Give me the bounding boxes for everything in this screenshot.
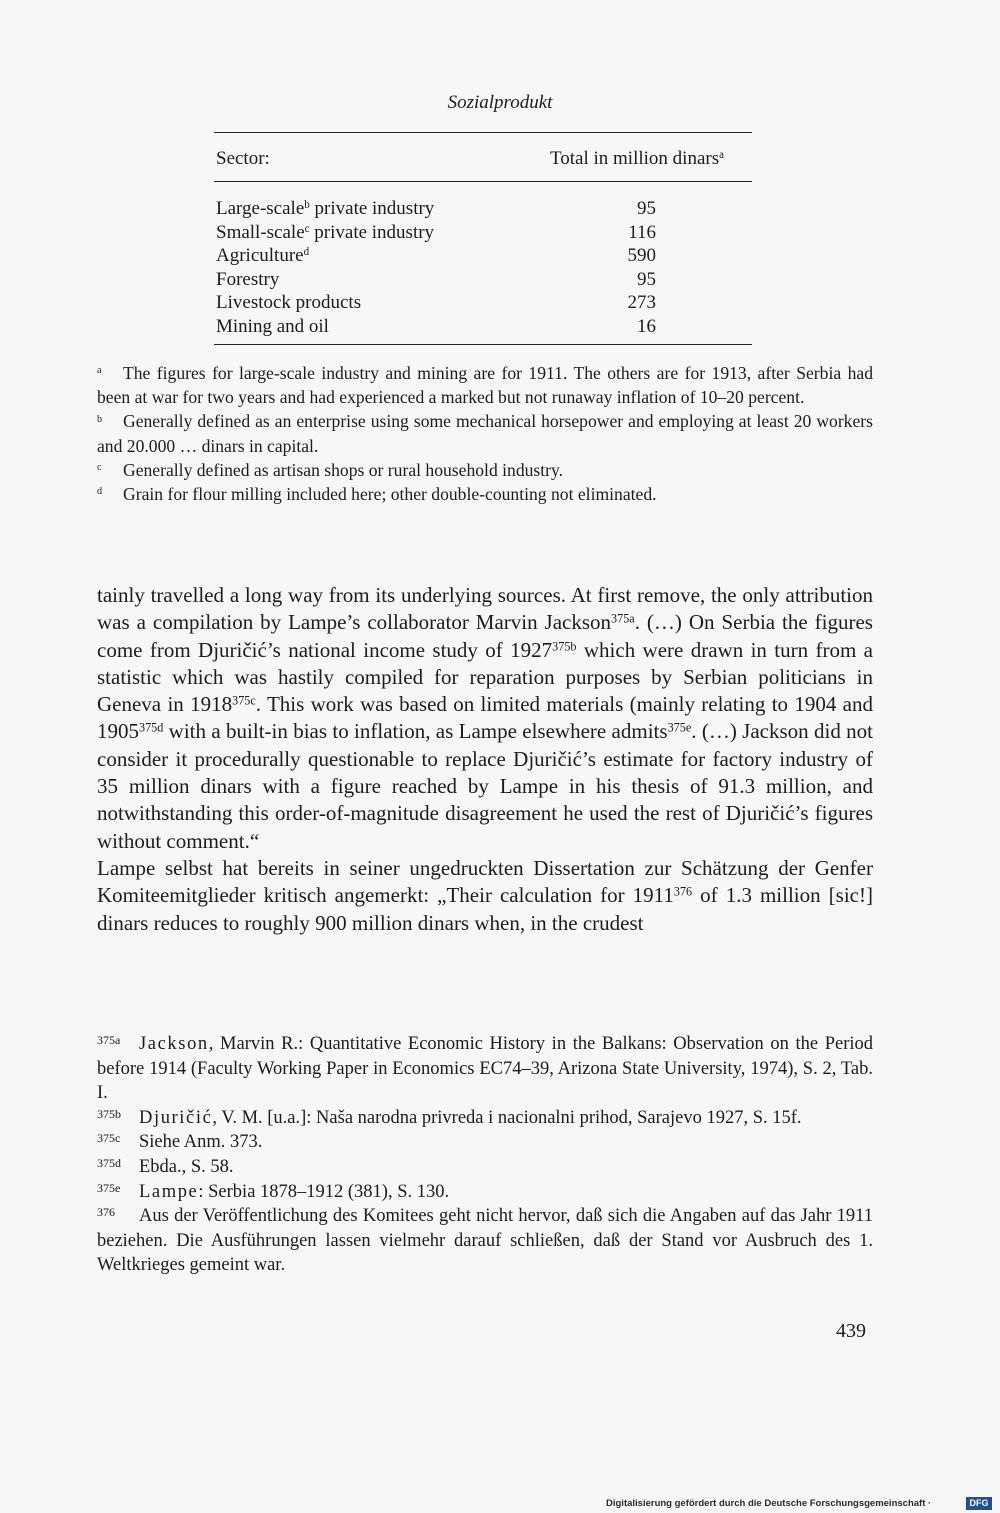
footnote: 375b Djuričić, V. M. [u.a.]: Naša narodna privreda i nacionalni prihod, Sarajevo 1927, S. 15f. <box>97 1106 802 1128</box>
footnote: 375e Lampe: Serbia 1878–1912 (381), S. 130. <box>97 1180 450 1202</box>
table-row <box>214 291 752 315</box>
table-row <box>214 268 752 292</box>
footnote: 375c Siehe Anm. 373. <box>97 1131 263 1153</box>
table-note: $^b$ Generally defined as an enterprise using some mechanical horsepower and employing at least 20 workers and 20.000 … dinars in capital. <box>97 411 873 456</box>
table-header <box>214 148 752 172</box>
running-head: Sozialprodukt <box>447 92 553 113</box>
table-cell-value: 590 <box>627 245 656 267</box>
footnote-ref: 375a <box>611 611 635 626</box>
footnote-ref: 375c <box>232 693 256 708</box>
table-cell-value: 116 <box>628 221 656 243</box>
table-cell-sector: Forestry <box>216 268 280 290</box>
table-row <box>214 221 752 245</box>
table-cell-sector: Mining and oil <box>216 315 329 337</box>
table-note: $^a$ The figures for large-scale industry and mining are for 1911. The others are for 1913, after Serbia had been at war for two years and had experienced a marked but not runaway inflation of 10–20 percent. <box>97 363 873 408</box>
table-header-total: Total in million dinars$^a$ <box>549 148 724 169</box>
table-top-rule <box>214 132 752 133</box>
table-cell-sector: Large-scale$^b$ private industry <box>216 198 435 219</box>
footnote: 375a Jackson, Marvin R.: Quantitative Economic History in the Balkans: Observation on the Period before 1914 (Faculty Working Paper in Economics EC74–39, Arizona State University, 1974), S. 2, Tab. I. <box>97 1033 873 1104</box>
footnotes <box>97 1032 873 1278</box>
table-cell-value: 273 <box>627 292 656 314</box>
sector-table <box>214 197 752 339</box>
table-cell-value: 16 <box>637 315 656 337</box>
footnote-ref: 375d <box>139 720 164 735</box>
table-note: $^c$ Generally defined as artisan shops or rural household industry. <box>97 459 564 480</box>
table-cell-sector: Agriculture$^d$ <box>216 245 310 267</box>
footnote: 375d Ebda., S. 58. <box>97 1155 234 1177</box>
table-header-rule <box>214 181 752 182</box>
table-bottom-rule <box>214 344 752 345</box>
table-cell-sector: Small-scale$^c$ private industry <box>216 221 435 243</box>
table-notes <box>97 361 873 506</box>
page-number: 439 <box>836 1320 866 1342</box>
body-paragraph: tainly travelled a long way from its underlying sources. At first remove, the only attribution was a compilation by Lampe’s collaborator Marvin Jackson$^{375a}$. (…) On Serbia the figures come from Djuričić’s national income study of $1927^{375b}$ which were drawn in turn from a statistic which was hastily compiled for reparation purposes by Serbian politicians in Geneva in $1918^{375c}$. This work was based on limited materials (mainly relating to 1904 and $1905^{375d}$ with a built-in bias to inflation, as Lampe elsewhere admits$^{375e}$. (…) Jackson did not consider it procedurally questionable to replace Djuričić’s estimate for factory industry of 35 million dinars with a figure reached by Lampe in his thesis of 91.3 million, and notwithstanding this order-of-magnitude disagreement he used the rest of Djuričić’s figures without comment.“ <box>97 583 874 853</box>
table-row <box>214 244 752 268</box>
body-paragraph: Lampe selbst hat bereits in seiner ungedruckten Dissertation zur Schätzung der Genfer Komiteemitglieder kritisch angemerkt: „Their calculation for 1911$^{376}$ of 1.3 million [sic!] dinars reduces to roughly 900 million dinars when, in the crudest <box>97 855 873 935</box>
table-header-sector: Sector: <box>216 148 270 169</box>
footnote-ref: 375b <box>552 638 577 653</box>
dfg-logo-icon: DFG <box>966 1497 992 1510</box>
table-row <box>214 197 752 221</box>
table-cell-sector: Livestock products <box>216 292 362 314</box>
digitization-credit: Digitalisierung gefördert durch die Deutsche Forschungsgemeinschaft · <box>606 1498 932 1509</box>
body-text <box>97 582 873 937</box>
footnote-ref: 376 <box>673 884 693 899</box>
table-cell-value: 95 <box>637 198 656 219</box>
table-note: $^d$ Grain for flour milling included here; other double-counting not eliminated. <box>97 484 657 505</box>
table-cell-value: 95 <box>637 268 656 290</box>
table-row <box>214 315 752 339</box>
footnote-ref: 375e <box>667 720 692 735</box>
footnote: 376 Aus der Veröffentlichung des Komitees geht nicht hervor, daß sich die Angaben auf das Jahr 1911 beziehen. Die Ausführungen lassen vielmehr darauf schließen, daß der Stand vor Ausbruch des 1. Weltkrieges gemeint war. <box>97 1205 873 1276</box>
